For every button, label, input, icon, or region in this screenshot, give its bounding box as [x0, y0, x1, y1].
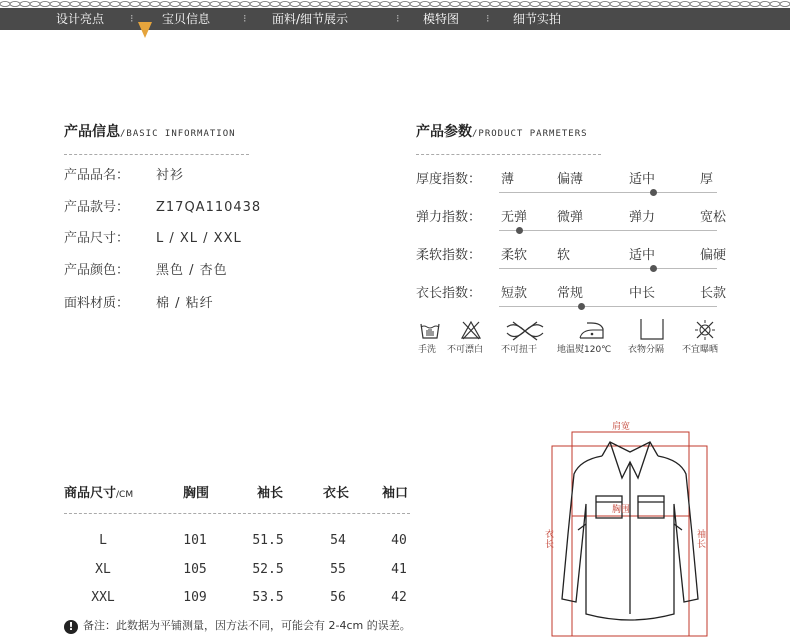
size-header-chest: 胸围 — [183, 486, 210, 501]
size-table-cell: 53.5 — [252, 590, 284, 605]
info-value-size: L / XL / XXL — [156, 231, 242, 246]
param-scale-line — [499, 268, 717, 269]
hand-wash-icon — [419, 319, 441, 341]
no-bleach-icon — [460, 319, 482, 341]
param-option: 无弹 — [501, 210, 528, 225]
care-label-no-wring: 不可扭干 — [501, 345, 538, 355]
param-option: 宽松 — [700, 210, 727, 225]
size-header-sleeve: 袖长 — [257, 486, 284, 501]
product-info-title-text: 产品信息 — [64, 124, 120, 140]
product-params-title-en: /PRODUCT PARMETERS — [472, 129, 588, 139]
size-table-cell: 41 — [391, 562, 407, 577]
param-indicator-dot — [516, 227, 523, 234]
param-scale-line — [499, 230, 717, 231]
param-option: 中长 — [629, 286, 656, 301]
length-label: 衣长 — [545, 530, 555, 550]
shoulder-label: 肩宽 — [612, 422, 631, 432]
size-table-cell: XXL — [91, 590, 115, 605]
size-table-cell: 54 — [330, 533, 346, 548]
param-option: 偏硬 — [700, 248, 727, 263]
param-option: 软 — [557, 248, 571, 263]
param-scale-line — [499, 192, 717, 193]
care-label-no-bleach: 不可漂白 — [447, 345, 484, 355]
size-table-cell: 52.5 — [252, 562, 284, 577]
param-option: 微弹 — [557, 210, 584, 225]
tab-fabric-details[interactable]: 面料/细节展示 — [272, 12, 349, 26]
param-scale-line — [499, 306, 717, 307]
product-params-title-text: 产品参数 — [416, 124, 472, 140]
info-label-color: 产品颜色： — [64, 263, 130, 278]
info-label-material: 面料材质： — [64, 296, 130, 311]
info-label-style: 产品款号： — [64, 200, 130, 215]
care-label-hand-wash: 手洗 — [418, 345, 437, 355]
size-table-cell: 105 — [183, 562, 207, 577]
tab-detail-shots[interactable]: 细节实拍 — [513, 12, 562, 26]
divider — [64, 154, 249, 155]
tab-design-highlights[interactable]: 设计亮点 — [56, 12, 105, 26]
tab-model-photos[interactable]: 模特图 — [423, 12, 460, 26]
size-table-cell: 101 — [183, 533, 207, 548]
measurement-note: 备注：此数据为平铺测量，因方法不同，可能会有 2-4cm 的误差。 — [83, 619, 411, 632]
size-header-size — [64, 486, 133, 503]
param-option: 偏薄 — [557, 172, 584, 187]
param-option: 柔软 — [501, 248, 528, 263]
size-table-cell: 109 — [183, 590, 207, 605]
no-sun-dry-icon — [694, 319, 716, 341]
param-label: 衣长指数： — [416, 286, 482, 301]
care-label-low-iron: 地温熨120℃ — [557, 345, 612, 355]
low-iron-icon — [577, 319, 607, 341]
info-value-material: 棉 / 粘纤 — [156, 296, 214, 311]
shirt-diagram-icon — [540, 414, 720, 642]
info-label-size: 产品尺寸： — [64, 231, 130, 246]
param-option: 弹力 — [629, 210, 656, 225]
nav-separator: ⁝ — [130, 12, 134, 25]
product-params-title — [416, 123, 588, 143]
no-wring-icon — [505, 319, 545, 341]
param-label: 柔软指数： — [416, 248, 482, 263]
size-header-size-text: 商品尺寸 — [64, 486, 117, 501]
param-option: 适中 — [629, 172, 656, 187]
size-header-unit: /CM — [116, 490, 134, 500]
info-value-style: Z17QA110438 — [156, 200, 262, 215]
warning-icon: ! — [64, 620, 78, 634]
sleeve-label: 袖长 — [697, 530, 707, 550]
care-label-no-sun: 不宜曝晒 — [682, 345, 719, 355]
size-table-cell: 55 — [330, 562, 346, 577]
divider — [416, 154, 601, 155]
chest-label: 胸围 — [612, 505, 631, 515]
active-tab-arrow-icon — [138, 22, 152, 38]
nav-separator: ⁝ — [396, 12, 400, 25]
param-label: 厚度指数： — [416, 172, 482, 187]
param-option: 常规 — [557, 286, 584, 301]
info-value-color: 黑色 / 杏色 — [156, 263, 228, 278]
nav-separator: ⁝ — [243, 12, 247, 25]
param-option: 长款 — [700, 286, 727, 301]
separate-wash-icon — [638, 317, 666, 341]
tab-product-info[interactable]: 宝贝信息 — [162, 12, 211, 26]
param-indicator-dot — [578, 303, 585, 310]
top-nav-bar — [0, 0, 790, 30]
param-option: 短款 — [501, 286, 528, 301]
product-info-title-en: /BASIC INFORMATION — [120, 129, 236, 139]
param-label: 弹力指数： — [416, 210, 482, 225]
param-option: 适中 — [629, 248, 656, 263]
size-table-cell: XL — [95, 562, 111, 577]
size-table-cell: 42 — [391, 590, 407, 605]
nav-separator: ⁝ — [486, 12, 490, 25]
product-info-title — [64, 123, 236, 143]
size-table-cell: L — [99, 533, 107, 548]
care-label-separate: 衣物分隔 — [628, 345, 665, 355]
top-decoration — [0, 0, 790, 8]
param-option: 厚 — [700, 172, 714, 187]
size-table-cell: 40 — [391, 533, 407, 548]
size-table-cell: 56 — [330, 590, 346, 605]
info-label-name: 产品品名： — [64, 168, 130, 183]
param-option: 薄 — [501, 172, 515, 187]
divider — [64, 513, 410, 514]
size-table-cell: 51.5 — [252, 533, 284, 548]
size-header-cuff: 袖口 — [382, 486, 409, 501]
param-indicator-dot — [650, 189, 657, 196]
info-value-name: 衬衫 — [156, 168, 185, 183]
size-header-length: 衣长 — [323, 486, 350, 501]
param-indicator-dot — [650, 265, 657, 272]
